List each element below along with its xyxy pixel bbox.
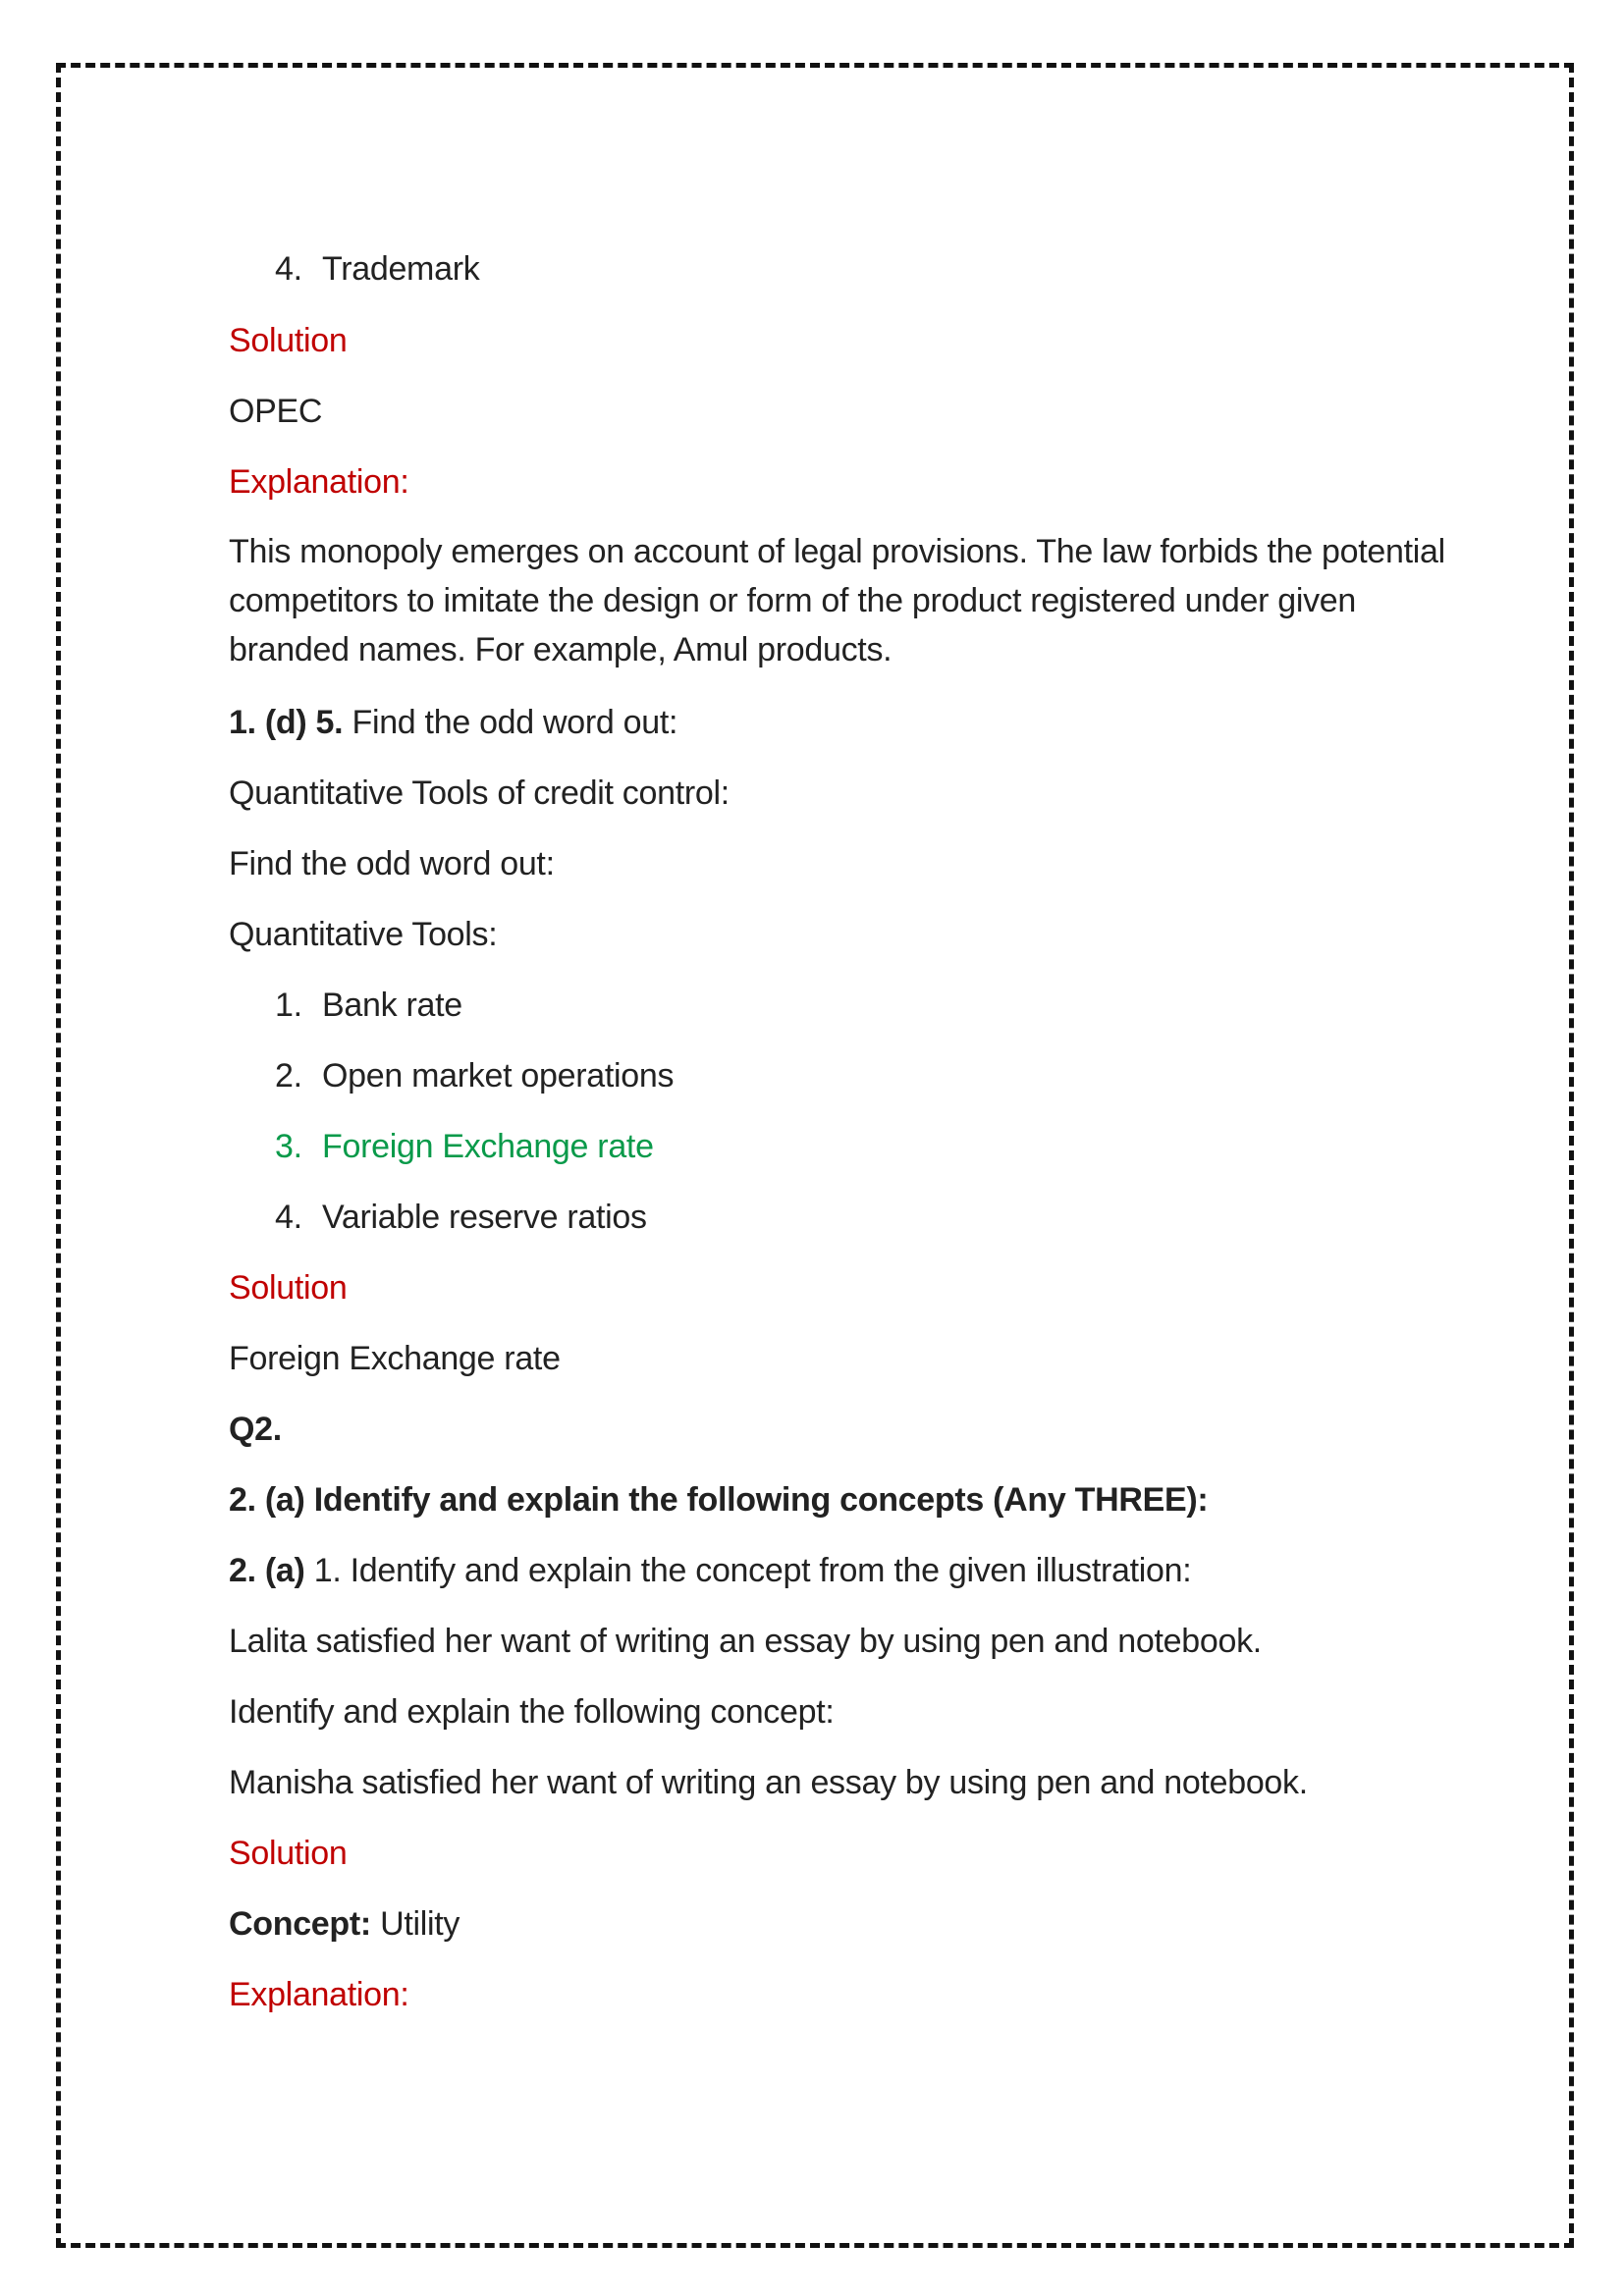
concept-line: [229, 1904, 460, 1944]
option-number: 3.: [275, 1128, 302, 1165]
option-text: Foreign Exchange rate: [322, 1128, 654, 1165]
question-text: Find the odd word out:: [343, 704, 678, 741]
question-subtext: Quantitative Tools of credit control:: [229, 774, 730, 812]
option-item: [275, 986, 462, 1025]
paragraph-line: competitors to imitate the design or form of the product registered under given: [229, 582, 1357, 619]
option-text: Open market operations: [322, 1057, 675, 1095]
question-1d5: [229, 703, 677, 742]
list-item: [275, 249, 479, 289]
question-subtext: Quantitative Tools:: [229, 916, 498, 953]
solution-heading: Solution: [229, 322, 348, 359]
concept-label: Concept:: [229, 1905, 371, 1943]
explanation-heading: Explanation:: [229, 463, 409, 501]
option-number: 4.: [275, 1199, 302, 1236]
solution-answer: OPEC: [229, 393, 323, 430]
explanation-heading: Explanation:: [229, 1976, 409, 2013]
section-heading: 2. (a) Identify and explain the following concepts (Any THREE):: [229, 1481, 1209, 1519]
question-2a1: [229, 1551, 1191, 1590]
explanation-paragraph: [229, 527, 1445, 674]
option-item: [275, 1056, 674, 1095]
question-heading: Q2.: [229, 1411, 282, 1448]
paragraph-line: This monopoly emerges on account of legal provisions. The law forbids the potential: [229, 533, 1445, 570]
option-text: Variable reserve ratios: [322, 1199, 647, 1236]
option-text: Bank rate: [322, 987, 462, 1024]
question-number: 1. (d) 5.: [229, 704, 344, 741]
solution-heading: Solution: [229, 1835, 348, 1872]
option-item-correct: [275, 1127, 654, 1166]
question-number: 2. (a): [229, 1552, 305, 1589]
solution-answer: Foreign Exchange rate: [229, 1340, 561, 1377]
question-subtext: Find the odd word out:: [229, 845, 555, 882]
question-subtext: Manisha satisfied her want of writing an essay by using pen and notebook.: [229, 1764, 1308, 1801]
option-item: [275, 1198, 647, 1237]
list-number: 4.: [275, 250, 302, 288]
paragraph-line: branded names. For example, Amul products.: [229, 631, 893, 668]
concept-value: Utility: [370, 1905, 460, 1943]
list-text: Trademark: [322, 250, 480, 288]
option-number: 1.: [275, 987, 302, 1024]
option-number: 2.: [275, 1057, 302, 1095]
question-subtext: Lalita satisfied her want of writing an essay by using pen and notebook.: [229, 1623, 1262, 1660]
question-subtext: Identify and explain the following concept:: [229, 1693, 835, 1731]
question-text: 1. Identify and explain the concept from the given illustration:: [304, 1552, 1192, 1589]
solution-heading: Solution: [229, 1269, 348, 1307]
